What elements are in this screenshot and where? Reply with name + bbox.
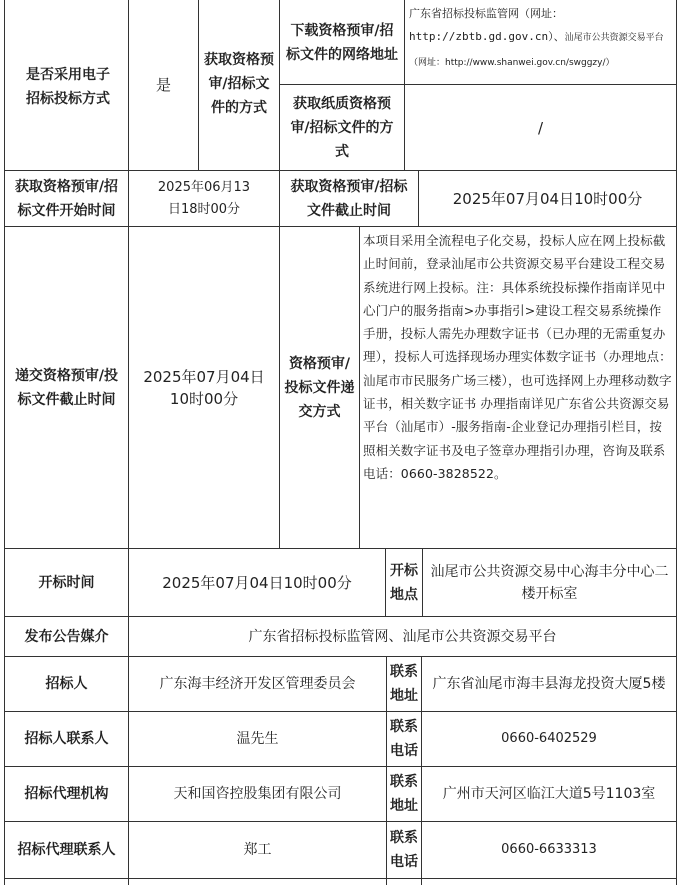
grid-line [279, 84, 676, 85]
start-time-value: 2025年06月13日18时00分 [157, 179, 251, 217]
download-url[interactable] [405, 0, 676, 84]
publication-media-label: 发布公告媒介 [24, 628, 109, 645]
grid-line [386, 656, 387, 885]
tenderer-label: 招标人 [45, 676, 88, 692]
start-time-label: 获取资格预审/招标文件开始时间 [14, 178, 119, 219]
agency-phone-value: 0660-6633313 [501, 842, 597, 857]
opening-time-label: 开标时间 [38, 574, 95, 591]
agency-address-label: 联系地址 [390, 774, 418, 814]
tenderer-address-label: 联系地址 [390, 664, 418, 704]
download-address-label: 下载资格预审/招标文件的网络地址 [286, 23, 398, 63]
submission-deadline-label: 递交资格预审/投标文件截止时间 [14, 367, 119, 408]
electronic-bidding-label: 是否采用电子招标投标方式 [26, 67, 110, 107]
end-time-label: 获取资格预审/招标文件截止时间 [290, 178, 408, 219]
opening-place-value: 汕尾市公共资源交易中心海丰分中心二楼开标室 [430, 563, 669, 602]
download-url-text-2[interactable]: 汕尾市公共资源交易平台（网址：http://www.shanwei.gov.cn/swggzy/） [409, 33, 664, 68]
paper-method-value: / [537, 119, 544, 137]
tenderer-value: 广东海丰经济开发区管理委员会 [159, 676, 356, 692]
end-time-value: 2025年07月04日10时00分 [452, 189, 643, 208]
submission-method-label: 资格预审/投标文件递交方式 [284, 355, 355, 420]
agency-address-value: 广州市天河区临江大道5号1103室 [442, 786, 656, 802]
opening-time-value: 2025年07月04日10时00分 [162, 573, 352, 592]
publication-media-value: 广东省招标投标监管网、汕尾市公共资源交易平台 [248, 628, 557, 645]
agency-contact-label: 招标代理联系人 [17, 842, 116, 858]
agency-value: 天和国咨控股集团有限公司 [173, 786, 342, 802]
grid-line [385, 548, 386, 616]
download-url-text-1[interactable]: 广东省招标投标监管网（网址：http://zbtb.gd.gov.cn）、 [409, 7, 565, 43]
table-border-right [676, 0, 677, 885]
agency-label: 招标代理机构 [24, 786, 109, 802]
tenderer-address-value: 广东省汕尾市海丰县海龙投资大厦5楼 [432, 676, 666, 692]
submission-method-text: 本项目采用全流程电子化交易，投标人应在网上投标截止时间前，登录汕尾市公共资源交易平台建设工程交易系统进行网上投标。注：具体系统投标操作指南详见中心门户的服务指南>办事指引>建设工程交易系统操作手册，投标人需先办理数字证书（已办理的无需重复办理），投标人可选择现场办理实体数字证书（办理地点：汕尾市市民服务广场三楼），也可选择网上办理移动数字证书，相关数字证书 办理指南详见广东省公共资源交易平台（汕尾市）-服务指南-企业登记办理指引栏目，按照相关数字证书及电子签章办理指引办理，咨询及联系电话：0660-3828522。 [363, 233, 672, 481]
submission-deadline-value: 2025年07月04日10时00分 [143, 367, 265, 408]
electronic-bidding-value: 是 [155, 76, 171, 94]
agency-phone-label: 联系电话 [390, 830, 418, 870]
tenderer-phone-label: 联系电话 [390, 719, 418, 759]
paper-method-label: 获取纸质资格预审/招标文件的方式 [290, 96, 394, 160]
agency-contact-value: 郑工 [243, 842, 272, 858]
tenderer-contact-value: 温先生 [236, 731, 279, 747]
acquisition-method-label: 获取资格预审/招标文件的方式 [204, 52, 274, 116]
opening-place-label: 开标地点 [390, 562, 418, 603]
tenderer-phone-value: 0660-6402529 [501, 731, 597, 746]
tenderer-contact-label: 招标人联系人 [24, 731, 109, 747]
grid-line [4, 878, 677, 879]
